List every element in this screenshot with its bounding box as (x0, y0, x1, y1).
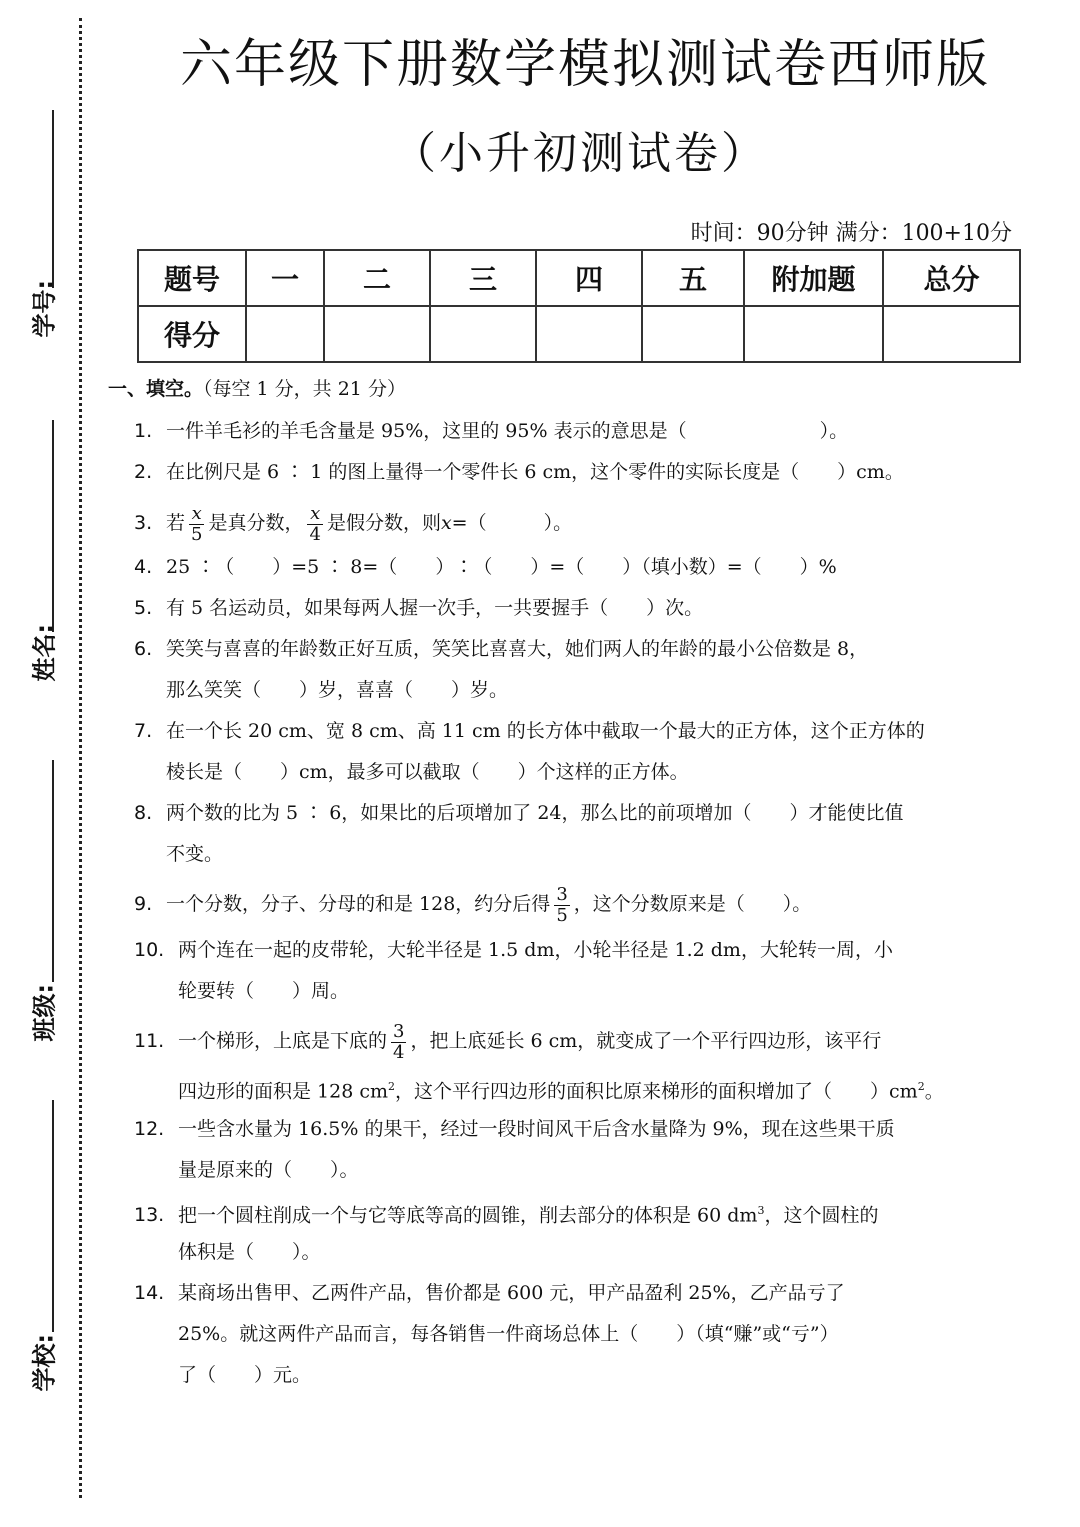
section-1-note: （每空 1 分，共 21 分） (203, 378, 406, 400)
question-7-line-2: 棱长是（ ）cm，最多可以截取（ ）个这样的正方体。 (166, 761, 689, 783)
question-number: 13. (134, 1204, 165, 1227)
score-cell-part-2[interactable] (324, 306, 430, 362)
question-12-line-2: 量是原来的（ ）。 (178, 1159, 359, 1181)
question-number: 9. (134, 893, 153, 915)
question-text-part: ，这个平行四边形的面积比原来梯形的面积增加了（ ）cm (395, 1080, 918, 1103)
score-cell-total[interactable] (883, 306, 1020, 362)
question-10-line-2: 轮要转（ ）周。 (178, 980, 350, 1002)
question-7 (134, 716, 964, 746)
question-2 (134, 457, 964, 487)
question-text-part: ，把上底延长 6 cm，就变成了一个平行四边形，该平行 (410, 1030, 882, 1052)
student-id-label: 学号: (30, 279, 59, 338)
student-name-underline (52, 420, 54, 632)
question-number: 7. (134, 720, 153, 742)
score-cell-part-4[interactable] (536, 306, 642, 362)
fraction-denominator: 5 (556, 904, 568, 926)
fraction-3-over-5 (554, 885, 569, 926)
question-9 (134, 881, 964, 927)
superscript-2: 2 (917, 1080, 925, 1093)
question-text: 有 5 名运动员，如果每两人握一次手，一共要握手（ ）次。 (166, 597, 704, 619)
header-cell-bonus: 附加题 (744, 250, 883, 306)
superscript-3: 3 (757, 1204, 765, 1217)
student-name-label: 姓名: (30, 623, 59, 682)
school-label: 学校: (30, 1333, 59, 1392)
score-cell-part-5[interactable] (642, 306, 744, 362)
question-13-line-2: 体积是（ ）。 (178, 1241, 321, 1263)
question-text-part: 若 (166, 512, 186, 534)
fraction-numerator: 3 (393, 1020, 405, 1042)
question-13 (134, 1196, 964, 1230)
score-cell-part-3[interactable] (430, 306, 536, 362)
question-4 (134, 552, 964, 582)
student-id-underline (52, 110, 54, 288)
fraction-x-over-4 (307, 504, 322, 545)
class-label: 班级: (30, 983, 59, 1042)
question-text-part: 。 (924, 1080, 944, 1103)
question-14-line-3: 了（ ）元。 (178, 1364, 312, 1386)
question-5 (134, 593, 964, 623)
fraction-denominator: 4 (309, 523, 321, 545)
superscript-2: 2 (388, 1080, 396, 1093)
question-11-line-2 (178, 1072, 944, 1106)
question-12 (134, 1114, 964, 1144)
variable-x: x (440, 512, 452, 534)
header-cell-part-4: 四 (536, 250, 642, 306)
fraction-numerator: 3 (556, 883, 568, 905)
question-14 (134, 1278, 964, 1308)
question-1 (134, 416, 964, 446)
score-cell-bonus[interactable] (744, 306, 883, 362)
header-cell-part-1: 一 (246, 250, 324, 306)
question-3 (134, 500, 964, 546)
question-number: 2. (134, 461, 153, 483)
section-1-heading (108, 374, 406, 404)
question-number: 8. (134, 802, 153, 824)
question-number: 11. (134, 1030, 165, 1052)
fraction-x-over-5 (189, 504, 204, 545)
question-text-line-1: 在一个长 20 cm、宽 8 cm、高 11 cm 的长方体中截取一个最大的正方体，这个正方体的 (166, 720, 925, 742)
fraction-denominator: 4 (393, 1041, 405, 1063)
question-11 (134, 1018, 964, 1064)
header-cell-question-number: 题号 (138, 250, 246, 306)
question-text-line-1: 某商场出售甲、乙两件产品，售价都是 600 元，甲产品盈利 25%，乙产品亏了 (178, 1282, 845, 1304)
binding-dotted-line (79, 18, 82, 1498)
question-14-line-2: 25%。就这两件产品而言，每各销售一件商场总体上（ ）（填“赚”或“亏”） (178, 1323, 839, 1345)
time-and-score-info: 时间：90分钟 满分：100+10分 (690, 221, 1012, 246)
header-cell-part-3: 三 (430, 250, 536, 306)
score-table-header-row (138, 250, 1020, 306)
question-number: 10. (134, 939, 165, 961)
question-8-line-2: 不变。 (166, 843, 224, 865)
question-text-line-1: 两个数的比为 5 ∶ 6，如果比的后项增加了 24，那么比的前项增加（ ）才能使比值 (166, 802, 904, 824)
score-cell-part-1[interactable] (246, 306, 324, 362)
section-1-title: 一、填空。 (108, 378, 204, 400)
question-number: 12. (134, 1118, 165, 1140)
fraction-numerator: x (307, 504, 322, 525)
question-text: 在比例尺是 6 ∶ 1 的图上量得一个零件长 6 cm，这个零件的实际长度是（ ）cm。 (166, 461, 904, 483)
student-name-field[interactable] (0, 420, 78, 710)
score-table-score-row (138, 306, 1020, 362)
question-text-part: 把一个圆柱削成一个与它等底等高的圆锥，削去部分的体积是 60 dm (178, 1204, 758, 1227)
question-text-part: 是假分数，则 (326, 512, 441, 534)
question-text-line-1: 笑笑与喜喜的年龄数正好互质，笑笑比喜喜大，她们两人的年龄的最小公倍数是 8， (166, 638, 869, 660)
question-text-part: ，这个圆柱的 (764, 1204, 879, 1227)
question-text-line-1: 两个连在一起的皮带轮，大轮半径是 1.5 dm，小轮半径是 1.2 dm，大轮转一周，小 (178, 939, 893, 961)
school-underline (52, 1100, 54, 1332)
header-cell-part-2: 二 (324, 250, 430, 306)
question-6-line-2: 那么笑笑（ ）岁，喜喜（ ）岁。 (166, 679, 509, 701)
question-text-part: 一个分数，分子、分母的和是 128，约分后得 (166, 893, 551, 915)
fraction-3-over-4 (391, 1022, 406, 1063)
question-text-part: 一个梯形，上底是下底的 (178, 1030, 388, 1052)
score-table (137, 249, 1021, 363)
header-cell-part-5: 五 (642, 250, 744, 306)
fraction-numerator: x (189, 504, 204, 525)
question-text: 一件羊毛衫的羊毛含量是 95%，这里的 95% 表示的意思是（ ）。 (166, 420, 849, 442)
question-number: 5. (134, 597, 153, 619)
school-field[interactable] (0, 1100, 78, 1420)
student-id-field[interactable] (0, 110, 78, 390)
score-row-label: 得分 (138, 306, 246, 362)
question-number: 14. (134, 1282, 165, 1304)
question-text-line-1: 一些含水量为 16.5% 的果干，经过一段时间风干后含水量降为 9%，现在这些果干质 (178, 1118, 895, 1140)
question-text-part: ，这个分数原来是（ ）。 (573, 893, 812, 915)
question-number: 6. (134, 638, 153, 660)
exam-title: 六年级下册数学模拟测试卷西师版 (179, 35, 990, 95)
question-text-part: 四边形的面积是 128 cm (178, 1080, 389, 1103)
question-number: 3. (134, 512, 153, 534)
question-text-part: =（ ）。 (451, 512, 573, 534)
question-text-part: 是真分数， (208, 512, 304, 534)
fraction-denominator: 5 (191, 523, 203, 545)
class-underline (52, 760, 54, 982)
question-10 (134, 935, 964, 965)
question-text: 25 ∶（ ）=5 ∶ 8=（ ）∶（ ）=（ ）（填小数）=（ ）% (166, 556, 837, 578)
question-6 (134, 634, 964, 664)
question-number: 1. (134, 420, 153, 442)
header-cell-total: 总分 (883, 250, 1020, 306)
question-number: 4. (134, 556, 153, 578)
class-field[interactable] (0, 760, 78, 1060)
question-8 (134, 798, 964, 828)
exam-subtitle: （小升初测试卷） (392, 128, 768, 179)
